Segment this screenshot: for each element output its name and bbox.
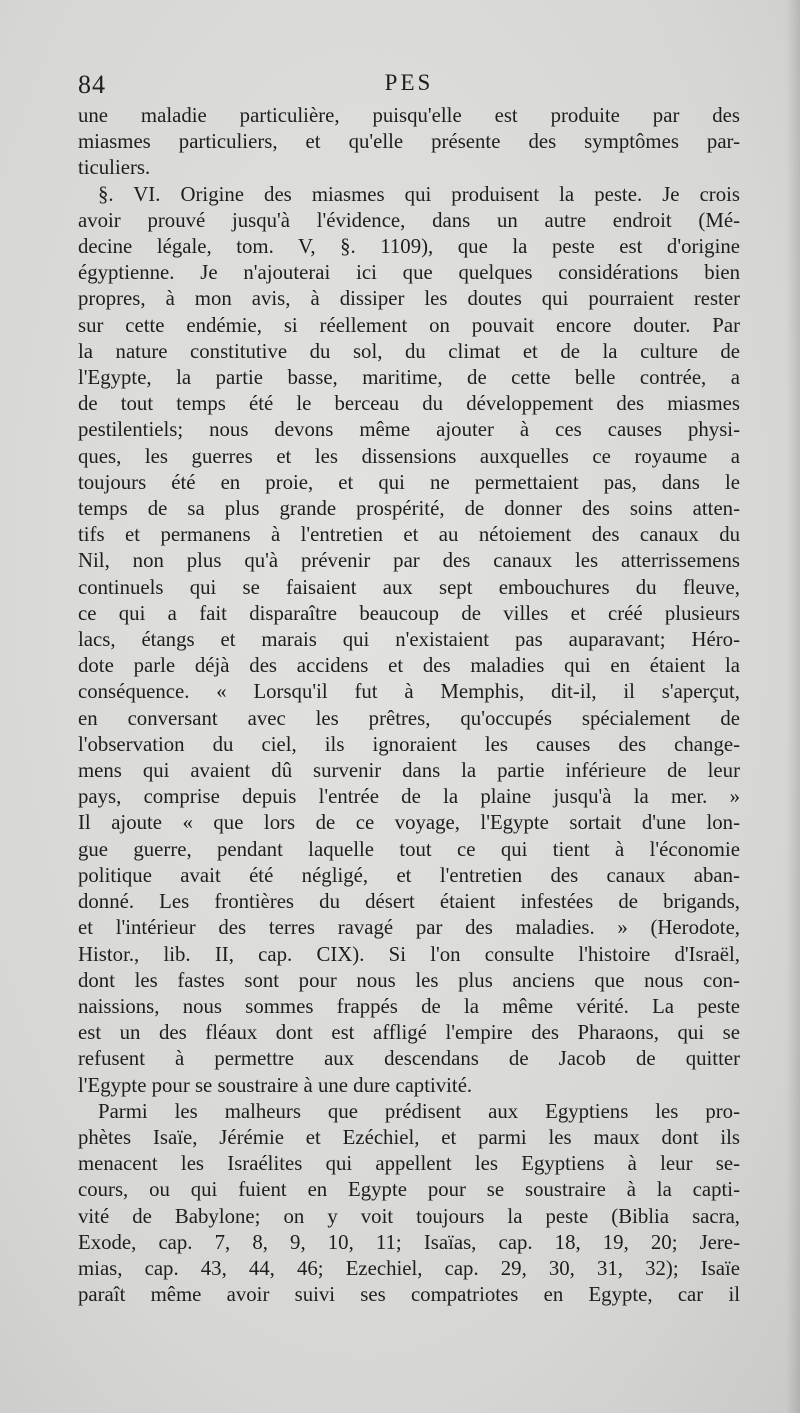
text-line: Nil, non plus qu'à prévenir par des canaux les atterrissemens: [78, 549, 740, 573]
text-line: continuels qui se faisaient aux sept embouchures du fleuve,: [78, 575, 740, 599]
text-line: decine légale, tom. V, §. 1109), que la peste est d'origine: [78, 235, 740, 259]
text-line: mens qui avaient dû survenir dans la partie inférieure de leur: [78, 759, 740, 783]
text-line: miasmes particuliers, et qu'elle présente des symptômes par-: [78, 130, 740, 154]
text-line: paraît même avoir suivi ses compatriotes en Egypte, car il: [78, 1283, 740, 1307]
text-line: Il ajoute « que lors de ce voyage, l'Egypte sortait d'une lon-: [78, 811, 740, 835]
paragraph-start-line: Parmi les malheurs que prédisent aux Egyptiens les pro-: [98, 1099, 740, 1123]
page-number: 84: [78, 70, 106, 99]
text-line: en conversant avec les prêtres, qu'occupés spécialement de: [78, 706, 740, 730]
text-line: dote parle déjà des accidens et des maladies qui en étaient la: [78, 654, 740, 678]
text-line: Exode, cap. 7, 8, 9, 10, 11; Isaïas, cap. 18, 19, 20; Jere-: [78, 1230, 740, 1254]
text-line: et l'intérieur des terres ravagé par des maladies. » (Herodote,: [78, 916, 740, 940]
text-line: ques, les guerres et les dissensions auxquelles ce royaume a: [78, 444, 740, 468]
text-line: l'Egypte, la partie basse, maritime, de cette belle contrée, a: [78, 366, 740, 390]
text-line: tifs et permanens à l'entretien et au nétoiement des canaux du: [78, 523, 740, 547]
text-line: temps de sa plus grande prospérité, de donner des soins atten-: [78, 497, 740, 521]
text-line: avoir prouvé jusqu'à l'évidence, dans un autre endroit (Mé-: [78, 208, 740, 232]
text-line: sur cette endémie, si réellement on pouvait encore douter. Par: [78, 313, 740, 337]
text-line: la nature constitutive du sol, du climat et de la culture de: [78, 339, 740, 363]
text-line: dont les fastes sont pour nous les plus anciens que nous con-: [78, 968, 740, 992]
text-line: cours, ou qui fuient en Egypte pour se soustraire à la capti-: [78, 1178, 740, 1202]
text-line: mias, cap. 43, 44, 46; Ezechiel, cap. 29, 30, 31, 32); Isaïe: [78, 1256, 740, 1280]
text-line: phètes Isaïe, Jérémie et Ezéchiel, et parmi les maux dont ils: [78, 1125, 740, 1149]
text-line: toujours été en proie, et qui ne permettaient pas, dans le: [78, 470, 740, 494]
text-line: Histor., lib. II, cap. CIX). Si l'on consulte l'histoire d'Israël,: [78, 942, 740, 966]
text-line: l'observation du ciel, ils ignoraient les causes des change-: [78, 732, 740, 756]
text-line: naissions, nous sommes frappés de la même vérité. La peste: [78, 994, 740, 1018]
text-line: est un des fléaux dont est affligé l'empire des Pharaons, qui se: [78, 1021, 740, 1045]
text-line: pestilentiels; nous devons même ajouter à ces causes physi-: [78, 418, 740, 442]
text-line: pays, comprise depuis l'entrée de la plaine jusqu'à la mer. »: [78, 785, 740, 809]
text-line: ticuliers.: [78, 156, 151, 180]
text-line: vité de Babylone; on y voit toujours la peste (Biblia sacra,: [78, 1204, 740, 1228]
page-header: [78, 70, 740, 104]
text-line: refusent à permettre aux descendans de Jacob de quitter: [78, 1047, 740, 1071]
text-line: de tout temps été le berceau du développement des miasmes: [78, 392, 740, 416]
text-line: donné. Les frontières du désert étaient infestées de brigands,: [78, 890, 740, 914]
body-text: [78, 103, 740, 1308]
text-line: une maladie particulière, puisqu'elle est produite par des: [78, 104, 740, 127]
section-heading-line: §. VI. Origine des miasmes qui produisent la peste. Je crois: [98, 182, 740, 206]
text-line: égyptienne. Je n'ajouterai ici que quelques considérations bien: [78, 261, 740, 285]
text-line: menacent les Israélites qui appellent les Egyptiens à leur se-: [78, 1152, 740, 1176]
text-line: gue guerre, pendant laquelle tout ce qui tient à l'économie: [78, 837, 740, 861]
text-line: politique avait été négligé, et l'entretien des canaux aban-: [78, 863, 740, 887]
text-line: propres, à mon avis, à dissiper les doutes qui pourraient rester: [78, 287, 740, 311]
text-line: ce qui a fait disparaître beaucoup de villes et créé plusieurs: [78, 601, 740, 625]
running-head: PES: [384, 70, 434, 95]
page-edge-shadow: [786, 0, 800, 1413]
text-line: conséquence. « Lorsqu'il fut à Memphis, dit-il, il s'aperçut,: [78, 680, 740, 704]
text-line: l'Egypte pour se soustraire à une dure captivité.: [78, 1073, 473, 1097]
text-line: lacs, étangs et marais qui n'existaient pas auparavant; Héro-: [78, 628, 740, 652]
